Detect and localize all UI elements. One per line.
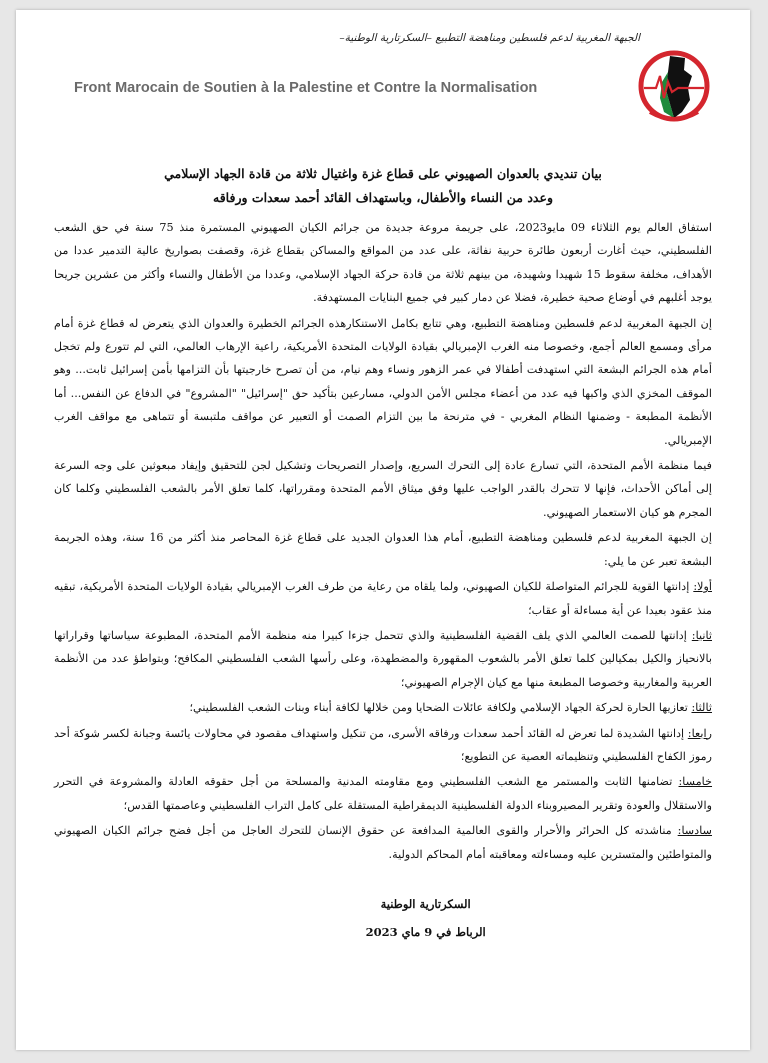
point-5: [54, 770, 712, 817]
point-text: تعازيها الحارة لحركة الجهاد الإسلامي ولكافة عائلات الضحايا ومن خلالها لكافة أبناء وبنات الشعب الفلسطيني؛: [189, 701, 688, 715]
point-6: [54, 819, 712, 866]
statement-body: [54, 216, 712, 868]
point-label: رابعا:: [687, 726, 712, 740]
document-page: [16, 10, 750, 1050]
title-line-1: بيان تنديدي بالعدوان الصهيوني على قطاع غزة واغتيال ثلاثة من قادة الجهاد الإسلامي: [164, 166, 602, 181]
paragraph-1: [54, 216, 712, 310]
paragraph-3: [54, 454, 712, 524]
title-line-2: وعدد من النساء والأطفال، وباستهداف القائد أحمد سعدات ورفاقه: [213, 190, 553, 205]
header-arabic-line: الجبهة المغربية لدعم فلسطين ومناهضة التطبيع –السكرتارية الوطنية–: [339, 32, 640, 44]
point-text: إدانتها القوية للجرائم المتواصلة للكيان الصهيوني، ولما يلقاه من رعاية من طرف الغرب الإمبريالي بقيادة الولايات المتحدة الأمريكية، تبقيه منذ عقود بعيدا عن أية مساءلة أو عقاب؛: [54, 580, 712, 617]
point-text: تضامنها الثابت والمستمر مع الشعب الفلسطيني ومع مقاومته المدنية والمسلحة من أجل حقوقه العادلة والمشروعة في التحرر والاستقلال والعودة وتقرير المصيروبناء الدولة الفلسطينية الديمقراطية المستقلة على كامل التراب الفلسطيني وعاصمتها القدس؛: [54, 775, 712, 812]
point-label: أولا:: [693, 580, 712, 594]
header-french-name: Front Marocain de Soutien à la Palestine et Contre la Normalisation: [74, 80, 538, 96]
point-label: سادسا:: [677, 824, 712, 838]
signature-block: [366, 890, 486, 946]
point-4: [54, 722, 712, 769]
paragraph-4: [54, 526, 712, 573]
point-label: ثالثا:: [691, 701, 712, 715]
paragraph-text: إن الجبهة المغربية لدعم فلسطين ومناهضة التطبيع، أمام هذا العدوان الجديد على قطاع غزة المحاصر منذ أكثر من 16 سنة، وهذه الجريمة البشعة تعبر عن ما يلي:: [54, 531, 712, 568]
signature-place-date: الرباط في 9 ماي 2023: [365, 925, 486, 939]
point-text: مناشدته كل الحرائر والأحرار والقوى العالمية المدافعة عن حقوق الإنسان للتحرك العاجل من أجل فضح جرائم الكيان الصهيوني والمتواطئين والمتسترين عليه ومساءلته ومعاقبته أمام المحاكم الدولية.: [54, 824, 712, 861]
point-text: إدانتها للصمت العالمي الذي يلف القضية الفلسطينية والذي تتحمل جزءا كبيرا منه منظمة الأمم المتحدة، المطبوعة سياساتها وقراراتها بالانحياز والكيل بمكيالين كلما تعلق الأمر بالشعوب المقهورة والمضطهدة، وعلى رأسها الشعب الفلسطيني المكافح؛ وبتواطؤ عدد من الأنظمة العربية والمغاربية وخصوصا المطبعة منها مع كيان الإجرام الصهيوني؛: [54, 628, 712, 689]
point-label: خامسا:: [678, 775, 713, 789]
organization-logo: [630, 42, 714, 128]
point-2: [54, 624, 712, 694]
statement-title: [86, 162, 680, 210]
signature-secretariat: السكرتارية الوطنية: [380, 897, 471, 911]
point-1: [54, 575, 712, 622]
point-label: ثانيا:: [691, 628, 712, 642]
point-text: إدانتها الشديدة لما تعرض له القائد أحمد سعدات ورفاقه الأسرى، من تنكيل واستهداف مقصود في محاولات يائسة وجبانة لكسر شوكة أحد رموز الكفاح الفلسطيني وتنظيماته العصية عن التطويع؛: [54, 726, 712, 763]
point-3: [54, 696, 712, 719]
paragraph-text: إن الجبهة المغربية لدعم فلسطين ومناهضة التطبيع، وهي تتابع بكامل الاستنكارهذه الجرائم الخطيرة والعدوان الذي يتعرض له قطاع غزة أمام مرأى ومسمع العالم أجمع، وخصوصا منه الغرب الإمبريالي بقيادة الولايات المتحدة الأمريكية، راعية الإرهاب العالمي، التي لم تتورع ولم تخجل أمام هذه الجرائم البشعة التي استهدفت أطفالا في عمر الزهور ونساء وهم نيام، من أن تصرح خارجيتها بأن التزامها بأمن إسرائيل ثابت... وهو الموقف المخزي الذي واكبها فيه عدد من أعضاء مجلس الأمن الدولي، مسارعين بتأكيد حق "إسرائيل" "المشروع" في الدفاع عن النفس... أما الأنظمة المطبعة - وضمنها النظام المغربي - في مترنحة ما بين التزام الصمت أو التعبير عن مواقف ملتبسة أو تتماهى مع مواقف الغرب الإمبريالي.: [54, 316, 712, 447]
paragraph-text: فيما منظمة الأمم المتحدة، التي تسارع عادة إلى التحرك السريع، وإصدار التصريحات وتشكيل لجن للتحقيق وإيفاد مبعوثين على وجه السرعة إلى أماكن الأحداث، فإنها لا تتحرك بالقدر الواجب عليها وفق ميثاق الأمم المتحدة ومقرراتها، كلما تعلق الأمر بالشعب الفلسطيني وكلما كان المجرم هو كيان الاستعمار الصهيوني.: [54, 459, 712, 519]
paragraph-text: استفاق العالم يوم الثلاثاء 09 مايو2023، على جريمة مروعة جديدة من جرائم الكيان الصهيوني المستمرة منذ 75 سنة في حق الشعب الفلسطيني، حيث أغارت أربعون طائرة حربية نفاثة، على عدد من المواقع والمساكن بقطاع غزة، وقصفت بصواريخ عالية التدمير عددا من الأهداف، مخلفة سقوط 15 شهيدا وشهيدة، من بينهم ثلاثة من قادة حركة الجهاد الإسلامي، وعددا من الأطفال والنساء وأكثر من عشرين جريحا يوجد أغلبهم في أوضاع صحية خطيرة، فضلا عن دمار كبير في جميع البنايات المستهدفة.: [54, 221, 712, 305]
paragraph-2: [54, 312, 712, 452]
